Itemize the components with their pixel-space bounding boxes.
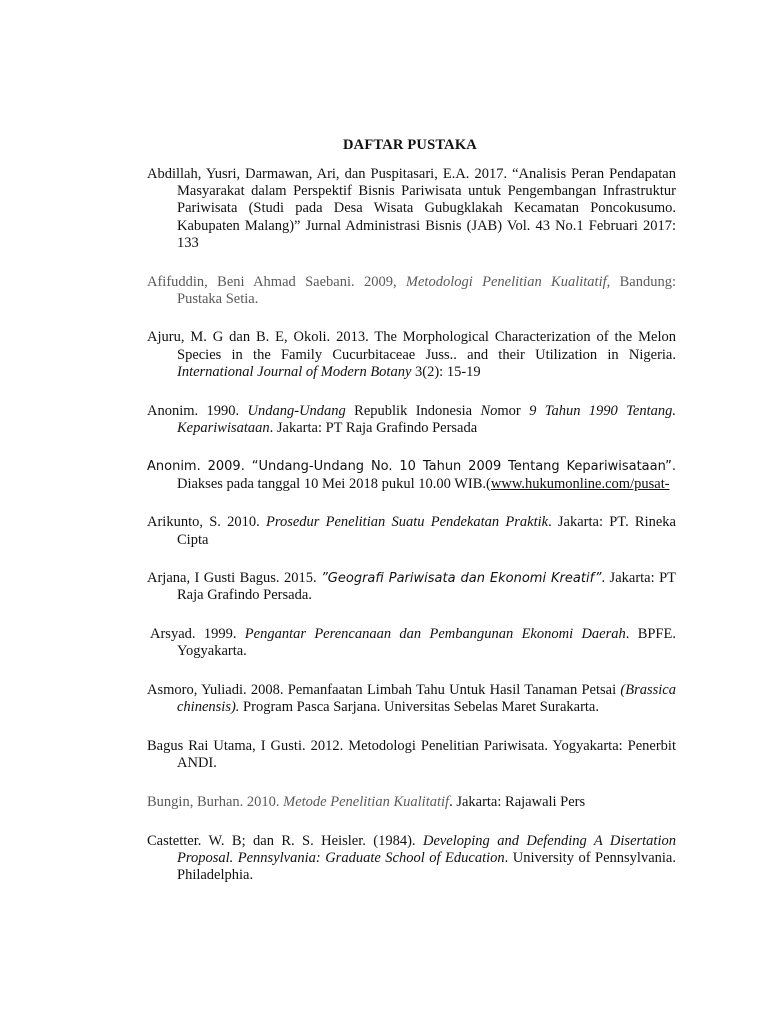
reference-title: Undang-Undang <box>247 402 346 419</box>
reference-entry <box>147 166 676 252</box>
reference-title: Prosedur Penelitian Suatu Pendekatan Praktik <box>265 514 549 531</box>
reference-text: , Bandung: Pustaka Setia. <box>177 273 676 307</box>
reference-entry <box>147 682 676 716</box>
reference-text: Arsyad. 1999. <box>150 626 245 643</box>
reference-text: . Jakarta: PT Raja Grafindo Persada <box>269 419 478 436</box>
reference-entry <box>147 794 676 811</box>
reference-list <box>147 166 676 906</box>
reference-text: . BPFE. Yogyakarta. <box>177 626 676 660</box>
reference-text: . University of Pennsylvania. Philadelphia. <box>177 849 676 883</box>
reference-title: 9 Tahun 1990 Tentang. Kepariwisataan <box>177 402 676 436</box>
reference-title: Pengantar Perencanaan dan Pembangunan Ekonomi Daerah <box>244 626 626 643</box>
reference-title: Metode Penelitian Kualitatif <box>283 793 450 810</box>
reference-text: Program Pasca Sarjana. Universitas Sebelas Maret Surakarta. <box>239 699 599 716</box>
reference-entry <box>147 626 676 660</box>
reference-entry <box>147 514 676 548</box>
reference-entry <box>147 329 676 381</box>
reference-text: Bagus Rai Utama, I Gusti. 2012. Metodologi Penelitian Pariwisata. Yogyakarta: Penerbit ANDI. <box>147 737 676 772</box>
reference-entry <box>147 833 676 885</box>
reference-text: 3(2): 15-19 <box>411 363 481 380</box>
reference-link[interactable]: www.hukumonline.com/pusat- <box>490 475 670 492</box>
reference-text: Diakses pada tanggal 10 Mei 2018 pukul 10.00 WIB. <box>177 475 487 492</box>
reference-title: No <box>480 402 498 419</box>
reference-text: . Jakarta: PT. Rineka Cipta <box>177 514 676 548</box>
reference-text: Arjana, I Gusti Bagus. 2015. <box>147 570 322 587</box>
reference-entry <box>147 458 676 492</box>
reference-title: (Brassica chinensis). <box>177 682 676 716</box>
reference-entry <box>147 274 676 308</box>
reference-text: Anonim. 2009. “Undang-Undang No. 10 Tahun 2009 Tentang Kepariwisataan”. <box>147 459 676 475</box>
reference-text: Bungin, Burhan. 2010. <box>147 793 284 810</box>
reference-text: Afifuddin, Beni Ahmad Saebani. 2009, <box>147 273 406 290</box>
reference-title: International Journal of Modern Botany <box>177 363 412 380</box>
reference-text: Anonim. 1990. <box>147 402 248 419</box>
reference-text: mor <box>497 402 530 419</box>
reference-text: Arikunto, S. 2010. <box>147 514 266 531</box>
reference-text: Castetter. W. B; dan R. S. Heisler. (1984). <box>147 832 423 849</box>
reference-text: . Jakarta: PT Raja Grafindo Persada. <box>177 570 677 604</box>
reference-text: ( <box>486 475 491 492</box>
page-title: DAFTAR PUSTAKA <box>343 137 477 153</box>
reference-title: Metodologi Penelitian Kualitatif <box>405 273 607 290</box>
reference-text: . Jakarta: Rajawali Pers <box>449 793 586 810</box>
reference-title: ”Geografi Pariwisata dan Ekonomi Kreatif” <box>321 571 602 587</box>
reference-text: Ajuru, M. G dan B. E, Okoli. 2013. The Morphological Characterization of the Melon Species in the Family Cucurbitaceae Juss.. and their Utilization in Nigeria. <box>147 329 676 363</box>
reference-title: Developing and Defending A Disertation Proposal. Pennsylvania: Graduate School of Education <box>177 832 676 866</box>
reference-text: Asmoro, Yuliadi. 2008. Pemanfaatan Limbah Tahu Untuk Hasil Tanaman Petsai <box>147 682 621 699</box>
reference-text: Republik Indonesia <box>345 402 481 419</box>
reference-entry <box>147 403 676 437</box>
reference-entry <box>147 570 676 604</box>
reference-entry <box>147 738 676 772</box>
reference-text: Abdillah, Yusri, Darmawan, Ari, dan Puspitasari, E.A. 2017. “Analisis Peran Pendapatan Masyarakat dalam Perspektif Bisnis Pariwisata untuk Pengembangan Infrastruktur Pariwisata (Studi pada Desa Wisata Gubugklakah Kecamatan Poncokusumo. Kabupaten Malang)” Jurnal Administrasi Bisnis (JAB) Vol. 43 No.1 Februari 2017: 133 <box>147 166 676 251</box>
